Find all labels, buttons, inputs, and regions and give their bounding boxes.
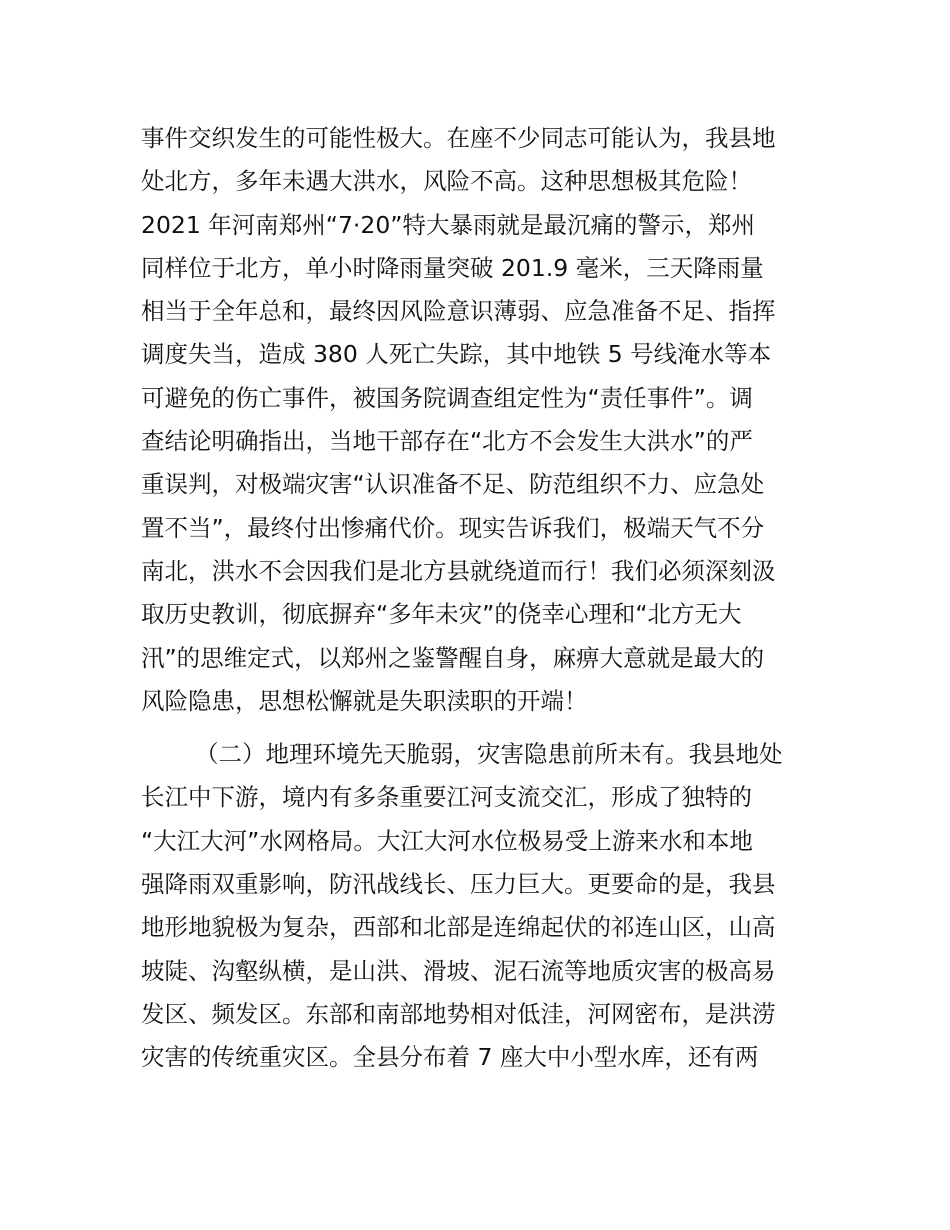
- text-line: 长江中下游，境内有多条重要江河支流交汇，形成了独特的: [141, 783, 752, 812]
- text-line: 灾害的传统重灾区。全县分布着 7 座大中小型水库，还有两: [141, 1043, 759, 1072]
- text-line: 风险隐患，思想松懈就是失职渎职的开端！: [141, 686, 588, 715]
- text-line: 事件交织发生的可能性极大。在座不少同志可能认为，我县地: [141, 124, 776, 152]
- paragraph-2: [141, 733, 813, 1079]
- text-line: 地形地貌极为复杂，西部和北部是连绵起伏的祁连山区，山高: [141, 913, 776, 942]
- text-line: 坡陡、沟壑纵横，是山洪、滑坡、泥石流等地质灾害的极高易: [141, 956, 776, 985]
- text-line: 同样位于北方，单小时降雨量突破 201.9 毫米，三天降雨量: [141, 253, 764, 282]
- text-line: 可避免的伤亡事件，被国务院调查组定性为“责任事件”。调: [141, 383, 753, 412]
- text-line: 调度失当，造成 380 人死亡失踪，其中地铁 5 号线淹水等本: [141, 340, 772, 369]
- text-line: 2021 年河南郑州“7·20”特大暴雨就是最沉痛的警示，郑州: [141, 210, 755, 239]
- text-line: 查结论明确指出，当地干部存在“北方不会发生大洪水”的严: [141, 427, 753, 456]
- text-line: 强降雨双重影响，防汛战线长、压力巨大。更要命的是，我县: [141, 870, 776, 899]
- text-line: 南北，洪水不会因我们是北方县就绕道而行！我们必须深刻汲: [141, 556, 776, 585]
- paragraph-1: [141, 117, 813, 723]
- text-line: 重误判，对极端灾害“认识准备不足、防范组织不力、应急处: [141, 470, 765, 499]
- text-line: 处北方，多年未遇大洪水，风险不高。这种思想极其危险！: [141, 167, 752, 196]
- text-line: 汛”的思维定式，以郑州之鉴警醒自身，麻痹大意就是最大的: [141, 643, 765, 672]
- text-line: 发区、频发区。东部和南部地势相对低洼，河网密布，是洪涝: [141, 999, 776, 1028]
- section-heading-line: （二）地理环境先天脆弱，灾害隐患前所未有。我县地处: [195, 740, 783, 769]
- text-line: “大江大河”水网格局。大江大河水位极易受上游来水和本地: [141, 826, 753, 855]
- text-line: 取历史教训，彻底摒弃“多年未灾”的侥幸心理和“北方无大: [141, 600, 742, 629]
- text-line: 相当于全年总和，最终因风险意识薄弱、应急准备不足、指挥: [141, 297, 776, 326]
- document-body: [141, 117, 813, 1080]
- text-line: 置不当”，最终付出惨痛代价。现实告诉我们，极端天气不分: [141, 513, 765, 542]
